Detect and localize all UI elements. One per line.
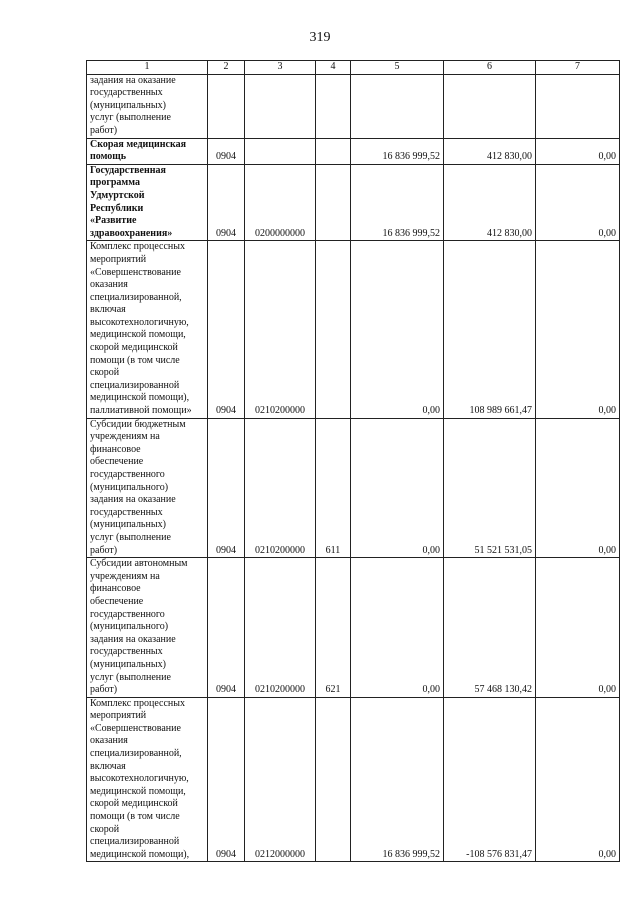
amount-cell: 57 468 130,42 [444, 558, 536, 698]
target-article-cell [245, 74, 316, 138]
expense-type-cell [316, 138, 351, 164]
amount-cell: 0,00 [351, 558, 444, 698]
amount-cell: 0,00 [536, 138, 620, 164]
table-row [87, 74, 620, 138]
row-description: Комплекс процессных мероприятий «Совершенствование оказания специализированной, включая высокотехнологичную, медицинской помощи, скорой медицинской помощи (в том числе скорой специализированной медицинской помощи), [87, 697, 208, 862]
row-description: Государственная программа Удмуртской Республики «Развитие здравоохранения» [87, 164, 208, 241]
section-code-cell: 0904 [208, 164, 245, 241]
table-row [87, 418, 620, 558]
section-code-cell: 0904 [208, 558, 245, 698]
column-header: 1 [87, 61, 208, 75]
expense-type-cell: 621 [316, 558, 351, 698]
header-row [87, 61, 620, 75]
column-header: 6 [444, 61, 536, 75]
table-row [87, 241, 620, 418]
target-article-cell [245, 138, 316, 164]
target-article-cell: 0210200000 [245, 241, 316, 418]
amount-cell: 412 830,00 [444, 164, 536, 241]
row-description: Скорая медицинская помощь [87, 138, 208, 164]
amount-cell: 0,00 [536, 558, 620, 698]
amount-cell: 0,00 [351, 241, 444, 418]
target-article-cell: 0210200000 [245, 418, 316, 558]
amount-cell: 0,00 [536, 241, 620, 418]
row-description: задания на оказание государственных (муниципальных) услуг (выполнение работ) [87, 74, 208, 138]
target-article-cell: 0200000000 [245, 164, 316, 241]
target-article-cell: 0210200000 [245, 558, 316, 698]
amount-cell: 0,00 [351, 418, 444, 558]
row-description: Комплекс процессных мероприятий «Совершенствование оказания специализированной, включая высокотехнологичную, медицинской помощи, скорой медицинской помощи (в том числе скорой специализированной медицинской помощи), паллиативной помощи» [87, 241, 208, 418]
amount-cell [444, 74, 536, 138]
table-row [87, 697, 620, 862]
section-code-cell: 0904 [208, 241, 245, 418]
table-row [87, 138, 620, 164]
amount-cell [536, 74, 620, 138]
amount-cell: -108 576 831,47 [444, 697, 536, 862]
expense-type-cell [316, 74, 351, 138]
amount-cell: 0,00 [536, 418, 620, 558]
expense-type-cell: 611 [316, 418, 351, 558]
column-header: 3 [245, 61, 316, 75]
expense-type-cell [316, 697, 351, 862]
amount-cell [351, 74, 444, 138]
amount-cell: 0,00 [536, 164, 620, 241]
row-description: Субсидии автономным учреждениям на финансовое обеспечение государственного (муниципального) задания на оказание государственных (муниципальных) услуг (выполнение работ) [87, 558, 208, 698]
column-header: 7 [536, 61, 620, 75]
section-code-cell: 0904 [208, 138, 245, 164]
budget-table [86, 60, 620, 862]
amount-cell: 0,00 [536, 697, 620, 862]
amount-cell: 16 836 999,52 [351, 697, 444, 862]
expense-type-cell [316, 241, 351, 418]
target-article-cell: 0212000000 [245, 697, 316, 862]
section-code-cell [208, 74, 245, 138]
amount-cell: 51 521 531,05 [444, 418, 536, 558]
amount-cell: 108 989 661,47 [444, 241, 536, 418]
table-row [87, 164, 620, 241]
amount-cell: 16 836 999,52 [351, 138, 444, 164]
column-header: 4 [316, 61, 351, 75]
amount-cell: 16 836 999,52 [351, 164, 444, 241]
page-number: 319 [309, 30, 331, 45]
section-code-cell: 0904 [208, 418, 245, 558]
column-header: 5 [351, 61, 444, 75]
section-code-cell: 0904 [208, 697, 245, 862]
amount-cell: 412 830,00 [444, 138, 536, 164]
column-header: 2 [208, 61, 245, 75]
expense-type-cell [316, 164, 351, 241]
row-description: Субсидии бюджетным учреждениям на финансовое обеспечение государственного (муниципального) задания на оказание государственных (муниципальных) услуг (выполнение работ) [87, 418, 208, 558]
table-row [87, 558, 620, 698]
